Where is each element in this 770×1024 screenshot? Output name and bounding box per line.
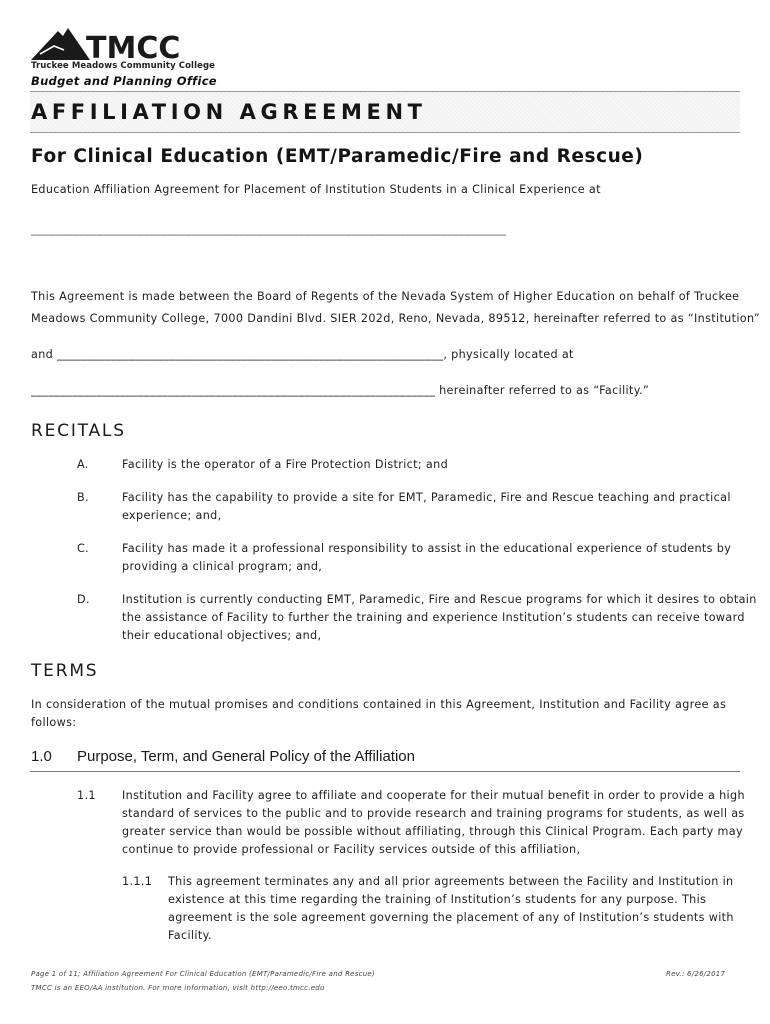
recital-label: C.: [77, 542, 90, 555]
terms-heading: TERMS: [31, 661, 99, 681]
office-name: Budget and Planning Office: [31, 74, 217, 88]
subclause-text: Facility.: [168, 929, 212, 942]
agreement-line: Meadows Community College, 7000 Dandini Blvd. SIER 202d, Reno, Nevada, 89512, hereinafter referred to as “Institution”: [31, 312, 760, 325]
title-bottom-rule: [30, 132, 740, 133]
footer-revision: Rev.: 6/26/2017: [666, 970, 726, 978]
recital-text: providing a clinical program; and,: [122, 560, 323, 573]
footer-eeo-notice: TMCC is an EEO/AA institution. For more information, visit http://eeo.tmcc.edu: [31, 984, 325, 992]
college-name: Truckee Meadows Community College: [31, 61, 216, 71]
recital-label: B.: [77, 491, 89, 504]
clause-text: standard of services to the public and to provide research and training programs for students, as well as: [122, 807, 745, 820]
and-party-line: and _________________________________________________________________, physically located at: [31, 348, 574, 361]
section-rule: [30, 771, 740, 772]
recital-label: A.: [77, 458, 89, 471]
clause-text: greater service than would be possible without affiliating, through this Clinical Program. Each party may: [122, 825, 743, 838]
terms-text: In consideration of the mutual promises and conditions contained in this Agreement, Institution and Facility agree as: [31, 698, 727, 711]
clause-text: continue to provide professional or Facility services outside of this affiliation,: [122, 843, 581, 856]
subclause-text: agreement is the sole agreement governing the placement of any of Institution’s students with: [168, 911, 734, 924]
section-title: Purpose, Term, and General Policy of the Affiliation: [77, 748, 415, 765]
document-subtitle: For Clinical Education (EMT/Paramedic/Fire and Rescue): [31, 146, 644, 167]
agreement-line: This Agreement is made between the Board of Regents of the Nevada System of Higher Education on behalf of Truckee: [31, 290, 740, 303]
facility-line: ____________________________________________________________________ hereinafter referred to as “Facility.”: [31, 384, 650, 397]
subclause-number: 1.1.1: [122, 875, 153, 888]
mountain-logo-icon: [30, 24, 212, 64]
intro-blank-line: ________________________________________________________________________________: [31, 223, 507, 236]
recital-text: Facility has made it a professional responsibility to assist in the educational experience of students by: [122, 542, 732, 555]
recital-label: D.: [77, 593, 90, 606]
terms-text: follows:: [31, 716, 77, 729]
document-title: AFFILIATION AGREEMENT: [31, 100, 427, 124]
recital-text: their educational objectives; and,: [122, 629, 322, 642]
footer-page-info: Page 1 of 11; Affiliation Agreement For Clinical Education (EMT/Paramedic/Fire and Rescue): [31, 970, 375, 978]
recital-text: Facility is the operator of a Fire Protection District; and: [122, 458, 449, 471]
intro-text: Education Affiliation Agreement for Placement of Institution Students in a Clinical Experience at: [31, 183, 601, 196]
section-number: 1.0: [31, 748, 52, 765]
recitals-heading: RECITALS: [31, 421, 126, 441]
recital-text: Facility has the capability to provide a site for EMT, Paramedic, Fire and Rescue teaching and practical: [122, 491, 731, 504]
clause-number: 1.1: [77, 789, 96, 802]
recital-text: the assistance of Facility to further the training and experience Institution’s students can receive toward: [122, 611, 745, 624]
subclause-text: existence at this time regarding the training of Institution’s students for any purpose. This: [168, 893, 707, 906]
recital-text: Institution is currently conducting EMT, Paramedic, Fire and Rescue programs for which it desires to obtain: [122, 593, 757, 606]
logo-wordmark: TMCC: [86, 31, 181, 64]
recital-text: experience; and,: [122, 509, 222, 522]
subclause-text: This agreement terminates any and all prior agreements between the Facility and Institution in: [168, 875, 734, 888]
clause-text: Institution and Facility agree to affiliate and cooperate for their mutual benefit in order to provide a high: [122, 789, 745, 802]
